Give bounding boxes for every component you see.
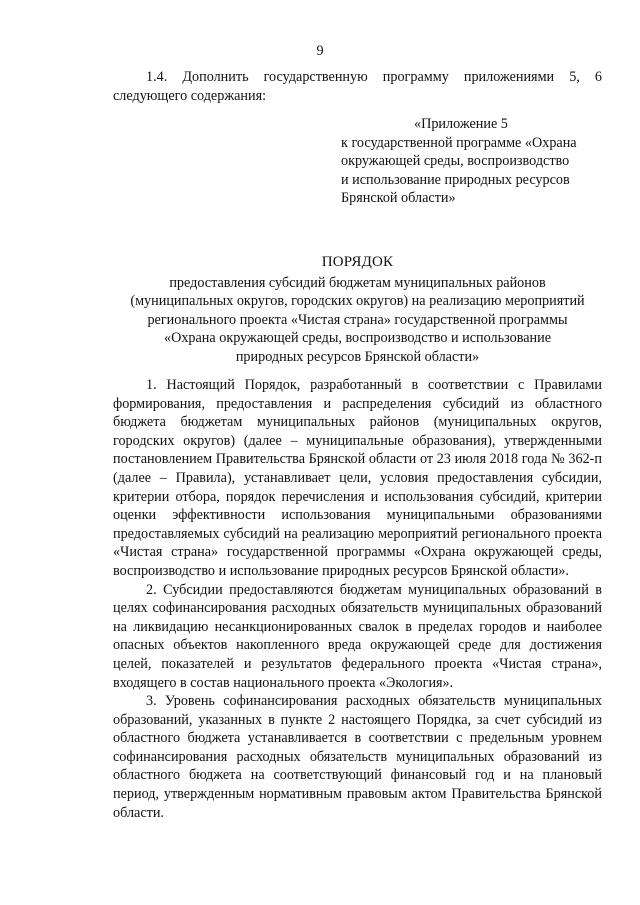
document-subtitle-line: регионального проекта «Чистая страна» государственной программы <box>147 311 568 328</box>
appendix-line: Брянской области» <box>341 190 456 207</box>
appendix-line: окружающей среды, воспроизводство <box>341 153 570 170</box>
appendix-line: к государственной программе «Охрана <box>341 134 577 151</box>
document-subtitle-line: «Охрана окружающей среды, воспроизводство и использование <box>163 330 552 347</box>
document-body <box>113 376 602 822</box>
page-number: 9 <box>316 43 324 59</box>
document-title: ПОРЯДОК <box>321 254 394 270</box>
body-paragraph-2: 2. Субсидии предоставляются бюджетам муниципальных образований в целях софинансирования расходных обязательств муниципальных образований на ликвидацию несанкционированных свалок в пределах городов и наиболее опасных объектов накопленного вреда окружающей среде для достижения целей, показателей и результатов федерального проекта «Чистая страна», входящего в состав национального проекта «Экология». <box>113 581 602 691</box>
document-heading <box>113 253 602 367</box>
intro-paragraph: 1.4. Дополнить государственную программу приложениями 5, 6 следующего содержания: <box>113 69 602 104</box>
appendix-line: «Приложение 5 <box>414 116 508 132</box>
document-subtitle-line: предоставления субсидий бюджетам муниципальных районов <box>169 274 546 291</box>
body-paragraph-3: 3. Уровень софинансирования расходных обязательств муниципальных образований, указанных в пункте 2 настоящего Порядка, за счет субсидий из областного бюджета устанавливается в соответствии с предельным уровнем софинансирования расходных обязательств муниципальных образований из областного бюджета на соответствующий финансовый год и на плановый период, утвержденным нормативным правовым актом Правительства Брянской области. <box>113 693 602 821</box>
appendix-header <box>341 115 611 208</box>
document-subtitle-line: (муниципальных округов, городских округов) на реализацию мероприятий <box>130 293 585 310</box>
body-paragraph-1: 1. Настоящий Порядок, разработанный в соответствии с Правилами формирования, предоставления и распределения субсидий из областного бюджета бюджетам муниципальных районов (муниципальных округов, городских округов) (далее – муниципальные образования), утвержденными постановлением Правительства Брянской области от 23 июля 2018 года № 362-п (далее – Правила), устанавливает цели, условия предоставления субсидии, критерии отбора, порядок перечисления и использования субсидий, критерии оценки эффективности использования муниципальными образованиями предоставляемых субсидий на реализацию мероприятий регионального проекта «Чистая страна» государственной программы «Охрана окружающей среды, воспроизводство и использование природных ресурсов Брянской области». <box>113 377 602 579</box>
appendix-line: и использование природных ресурсов <box>341 171 570 188</box>
document-subtitle-line: природных ресурсов Брянской области» <box>235 348 480 365</box>
